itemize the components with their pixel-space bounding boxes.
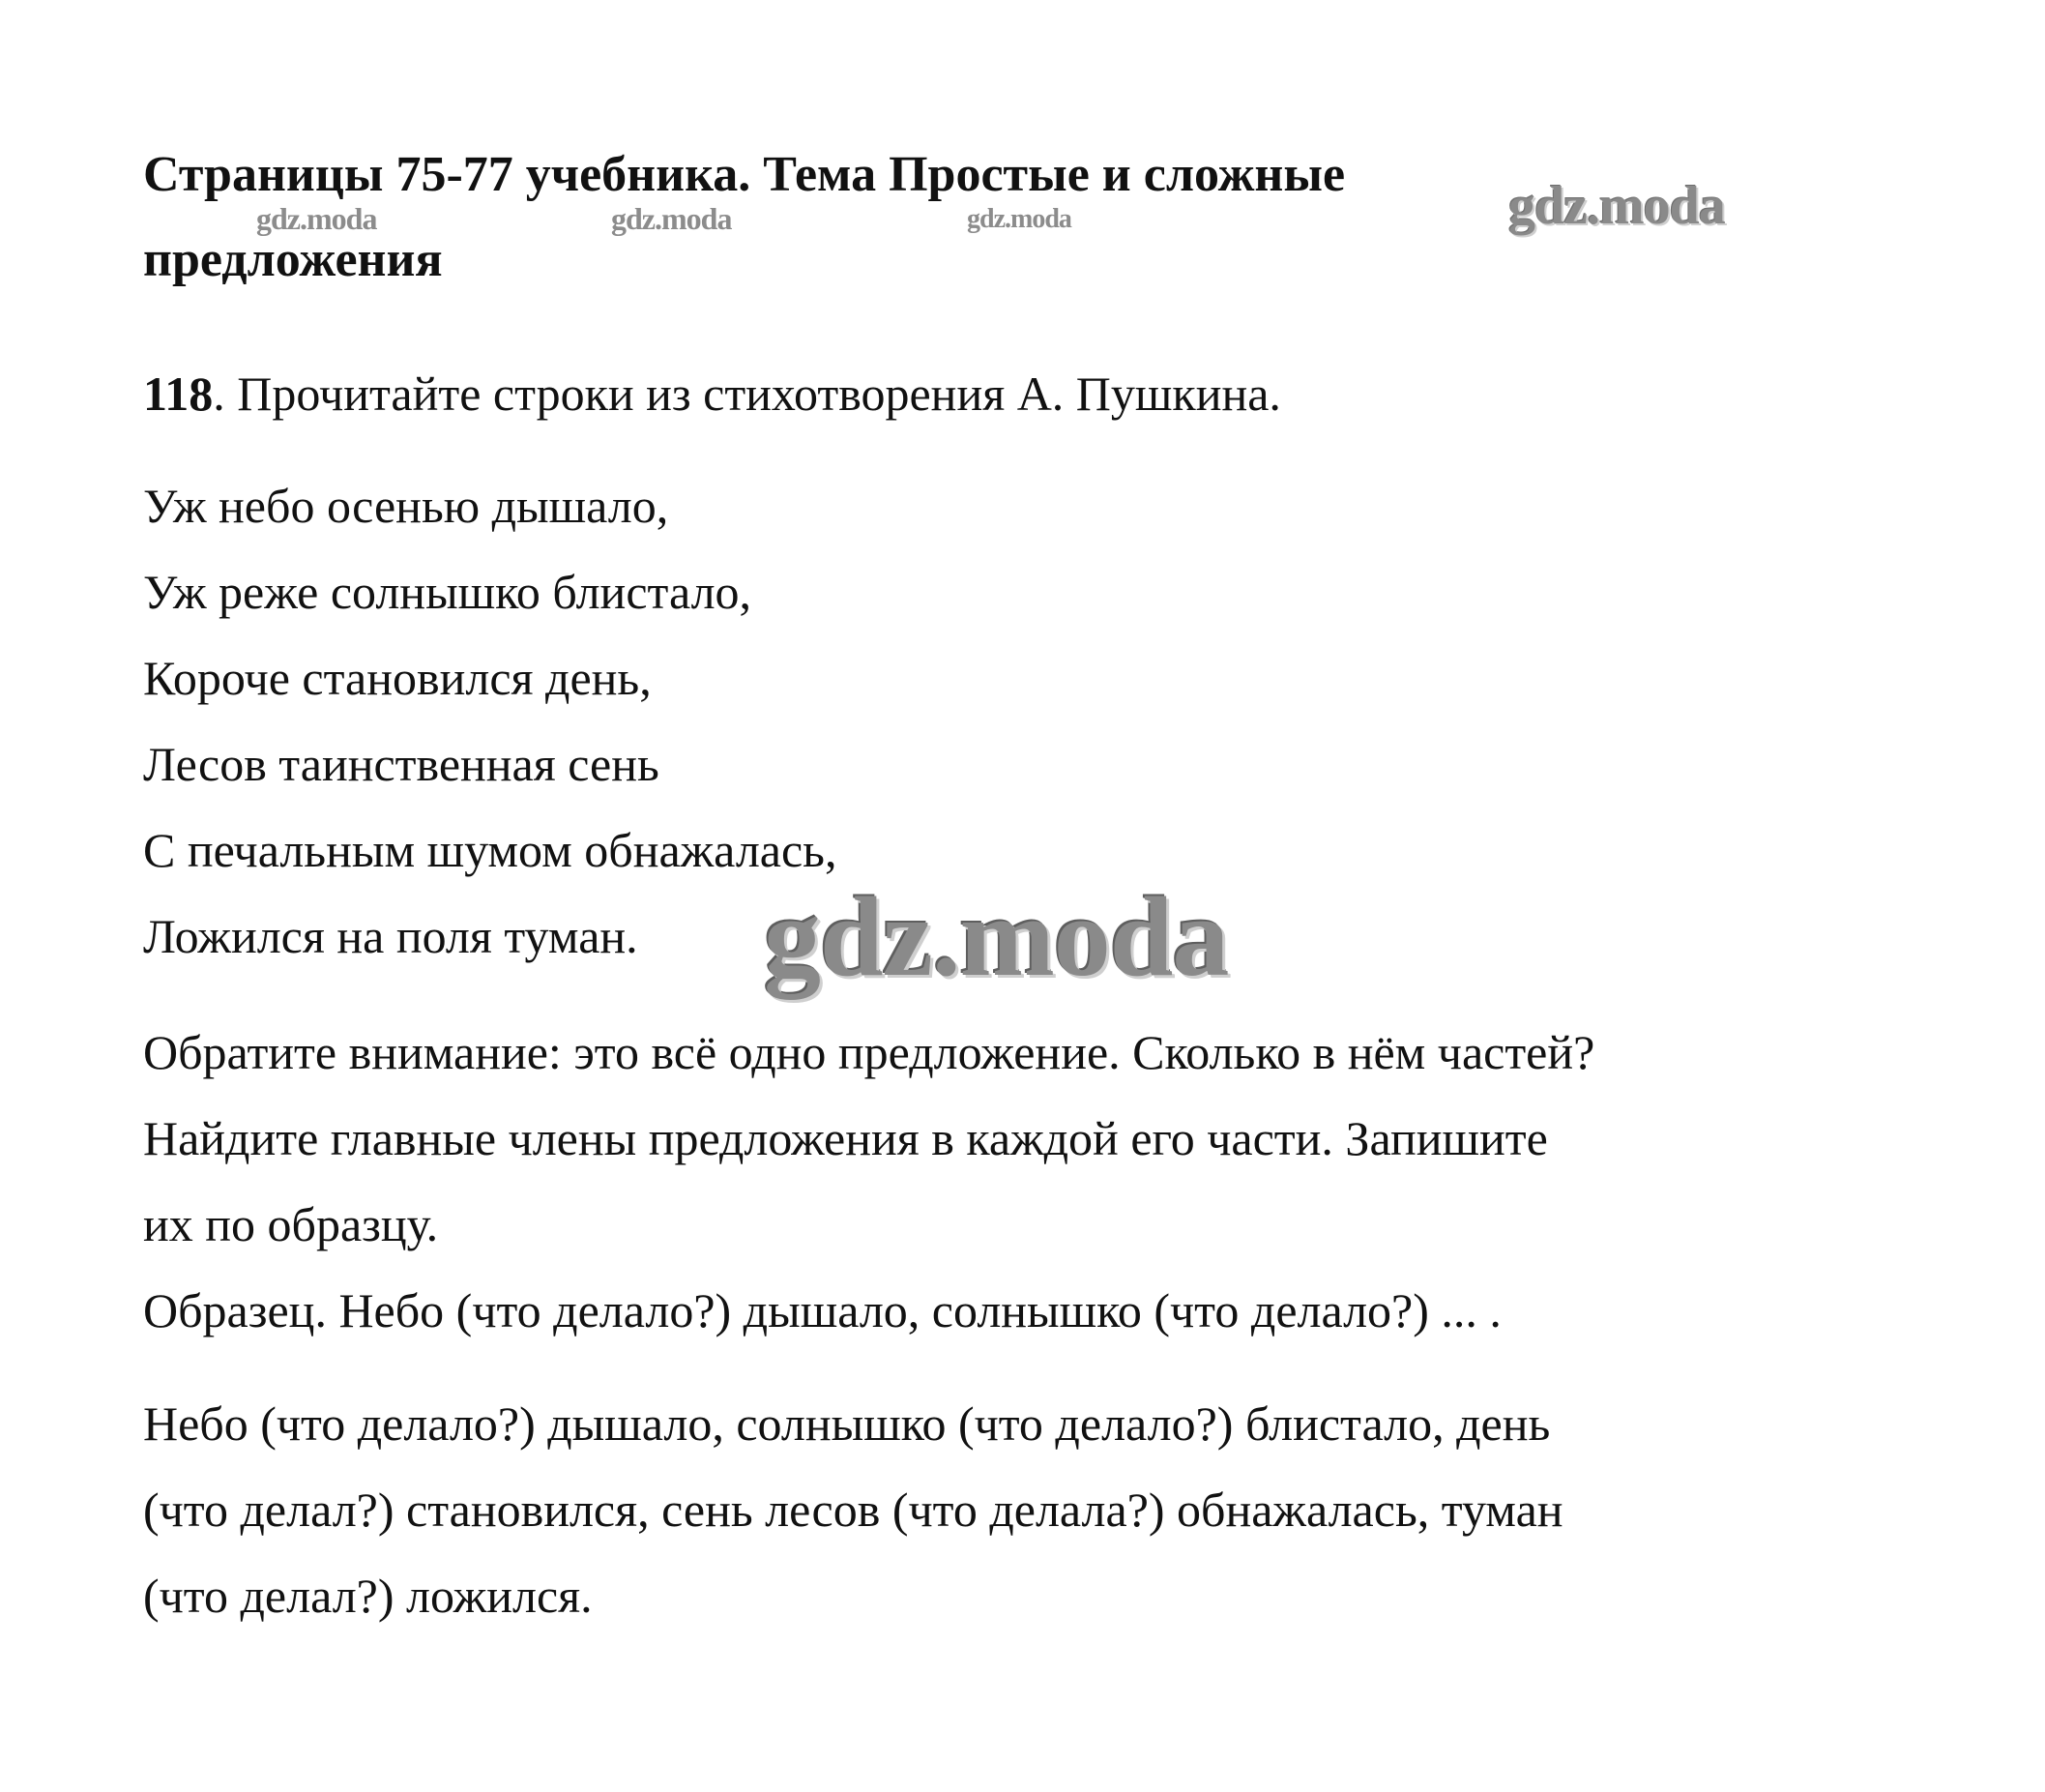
watermark: gdz.moda [764,873,1229,1000]
exercise-instruction-text: . Прочитайте строки из стихотворения А. Пушкина. [213,367,1281,421]
exercise-number: 118 [143,367,214,421]
poem-line: С печальным шумом обнажалась, [143,823,837,877]
poem-line: Уж реже солнышко блистало, [143,565,752,619]
page-title-line-1: Страницы 75-77 учебника. Тема Простые и сложные [143,147,1346,202]
watermark: gdz.moda [611,201,732,236]
poem-line: Короче становился день, [143,651,652,705]
watermark: gdz.moda [256,201,377,236]
poem-line: Ложился на поля туман. [143,909,638,963]
task-line: Обратите внимание: это всё одно предложение. Сколько в нём частей? [143,1025,1595,1079]
poem-line: Уж небо осенью дышало, [143,479,669,533]
poem-line: Лесов таинственная сень [143,737,659,791]
task-sample-line: Образец. Небо (что делало?) дышало, солнышко (что делало?) ... . [143,1283,1502,1337]
page-title-line-2: предложения [143,232,443,287]
watermark: gdz.moda [967,204,1071,234]
exercise-instruction [143,367,1281,421]
answer-line: Небо (что делало?) дышало, солнышко (что делало?) блистало, день [143,1396,1551,1451]
watermark: gdz.moda [1508,176,1725,236]
answer-line: (что делал?) становился, сень лесов (что делала?) обнажалась, туман [143,1483,1563,1537]
task-line: Найдите главные члены предложения в каждой его части. Запишите [143,1111,1548,1165]
task-line: их по образцу. [143,1197,439,1251]
answer-line: (что делал?) ложился. [143,1569,593,1623]
